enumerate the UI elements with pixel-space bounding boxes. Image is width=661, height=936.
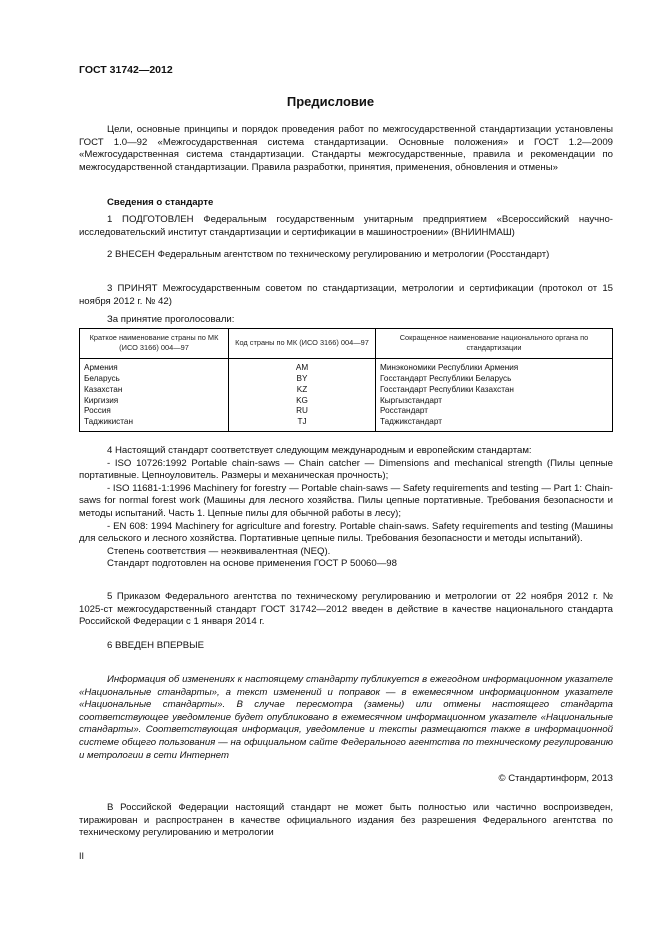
item-4-intro: 4 Настоящий стандарт соответствует следующим международным и европейским стандартам: (107, 445, 532, 456)
item-3-paragraph: 3 ПРИНЯТ Межгосударственным советом по стандартизации, метрологии и сертификации (протокол от 15 ноября 2012 г. № 42) (79, 283, 613, 307)
item-4-list-item: - EN 608: 1994 Machinery for agriculture and forestry. Portable chain-saws. Safety requirements and testing (Машины для сельского и лесного хозяйства. Портативные цепные пилы. Требования безопасности и методы испытаний). (79, 520, 613, 545)
item-3-block (79, 283, 613, 308)
item-4-list-item: - ISO 10726:1992 Portable chain-saws — Chain catcher — Dimensions and mechanical strength (Пилы цепные портативные. Цепноуловитель. Размеры и механическая прочность); (79, 457, 613, 482)
item-1-block (79, 214, 613, 239)
national-body-cell: Кыргызстандарт (376, 396, 613, 407)
country-name-cell: Россия (80, 406, 229, 417)
table-row (80, 359, 613, 374)
reproduction-paragraph: В Российской Федерации настоящий стандарт не может быть полностью или частично воспроизведен, тиражирован и распространен в качестве официального издания без разрешения Федерального агентства по техническому регулированию и метрологии (79, 802, 613, 839)
header-national-body: Сокращенное наименование национального органа по стандартизации (376, 329, 613, 359)
country-name-cell: Казахстан (80, 385, 229, 396)
item-6-block (79, 640, 613, 653)
vote-caption: За принятие проголосовали: (107, 314, 235, 325)
item-2-paragraph: 2 ВНЕСЕН Федеральным агентством по техническому регулированию и метрологии (Росстандарт) (107, 249, 550, 260)
item-4-list-item: - ISO 11681-1:1996 Machinery for forestry — Portable chain-saws — Safety requirements and testing — Part 1: Chain-saws for normal forest work (Машины для лесного хозяйства. Пилы цепные портативные. Требования безопасности и методы испытаний. Часть 1. Цепные пилы для обычной работы в лесу); (79, 482, 613, 519)
table-row (80, 385, 613, 396)
country-code-cell: TJ (229, 417, 376, 431)
country-code-cell: KG (229, 396, 376, 407)
info-heading: Сведения о стандарте (107, 197, 214, 208)
country-code-cell: RU (229, 406, 376, 417)
item-4-block (79, 445, 613, 571)
country-code-cell: KZ (229, 385, 376, 396)
intro-block (79, 124, 613, 174)
page-title: Предисловие (286, 94, 375, 109)
country-code-cell: BY (229, 374, 376, 385)
standard-code: ГОСТ 31742—2012 (79, 64, 173, 76)
country-name-cell: Беларусь (80, 374, 229, 385)
header-country-name: Краткое наименование страны по МК (ИСО 3166) 004—97 (80, 329, 229, 359)
copyright: © Стандартинформ, 2013 (498, 773, 613, 784)
country-name-cell: Таджикистан (80, 417, 229, 431)
country-name-cell: Киргизия (80, 396, 229, 407)
item-4-basis: Стандарт подготовлен на основе применения ГОСТ Р 50060—98 (107, 558, 397, 570)
national-body-cell: Росстандарт (376, 406, 613, 417)
header-country-code: Код страны по МК (ИСО 3166) 004—97 (229, 329, 376, 359)
item-5-paragraph: 5 Приказом Федерального агентства по техническому регулированию и метрологии от 22 ноября 2012 г. № 1025-ст межгосударственный стандарт ГОСТ 31742—2012 введен в действие в качестве национального стандарта Российской Федерации с 1 января 2014 г. (79, 591, 613, 628)
change-info-paragraph: Информация об изменениях к настоящему стандарту публикуется в ежегодном информационном указателе «Национальные стандарты», а текст изменений и поправок — в ежемесячном информационном указателе «Национальные стандарты». В случае пересмотра (замены) или отмены настоящего стандарта соответствующее уведомление будет опубликовано в ежемесячном информационном указателе «Национальные стандарты». Соответствующая информация, уведомление и тексты размещаются также в информационной системе общего пользования — на официальном сайте Федерального агентства по техническому регулированию и метрологии в сети Интернет (79, 674, 613, 761)
change-info-note (79, 674, 613, 762)
country-code-cell: AM (229, 359, 376, 374)
national-body-cell: Таджикстандарт (376, 417, 613, 431)
intro-paragraph: Цели, основные принципы и порядок проведения работ по межгосударственной стандартизации установлены ГОСТ 1.0—92 «Межгосударственная система стандартизации. Основные положения» и ГОСТ 1.2—2009 «Межгосударственная система стандартизации. Стандарты межгосударственные, правила и рекомендации по межгосударственной стандартизации. Правила разработки, принятия, применения, обновления и отмены» (79, 124, 613, 173)
national-body-cell: Минэкономики Республики Армения (376, 359, 613, 374)
item-1-paragraph: 1 ПОДГОТОВЛЕН Федеральным государственным унитарным предприятием «Всероссийский научно-исследовательский институт стандартизации и сертификации в машиностроении» (ВНИИНМАШ) (79, 214, 613, 238)
item-2-block (79, 249, 613, 262)
page-number: II (79, 851, 85, 861)
table-row (80, 396, 613, 407)
national-body-cell: Госстандарт Республики Казахстан (376, 385, 613, 396)
item-4-degree: Степень соответствия — неэквивалентная (NEQ). (107, 545, 331, 557)
table-row (80, 374, 613, 385)
reproduction-notice (79, 802, 613, 840)
voting-table (79, 328, 613, 432)
table-row (80, 417, 613, 431)
table-header-row (80, 329, 613, 359)
item-5-block (79, 591, 613, 629)
table-row (80, 406, 613, 417)
item-6-paragraph: 6 ВВЕДЕН ВПЕРВЫЕ (107, 640, 205, 651)
country-name-cell: Армения (80, 359, 229, 374)
national-body-cell: Госстандарт Республики Беларусь (376, 374, 613, 385)
